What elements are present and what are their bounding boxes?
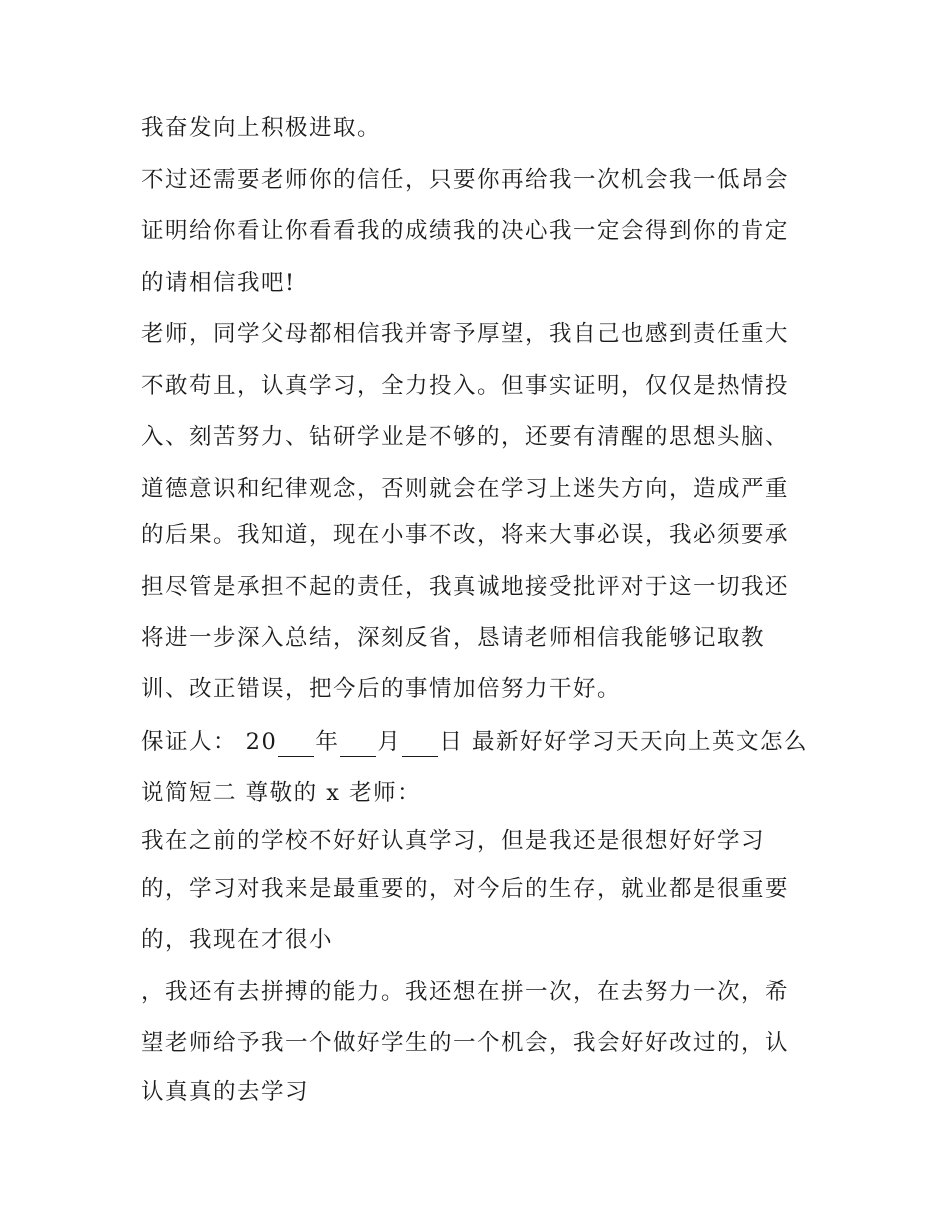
text-line: 入、刻苦努力、钻研学业是不够的，还要有清醒的思想头脑、 <box>141 424 790 450</box>
text-line: 我奋发向上积极进取。 <box>141 115 382 141</box>
text-line: 担尽管是承担不起的责任，我真诚地接受批评对于这一切我还 <box>141 574 790 600</box>
signature-line <box>141 727 808 757</box>
year-unit: 年 <box>315 729 340 755</box>
signature-trailing-text: 最新好好学习天天向上英文怎么 <box>472 729 809 755</box>
year-blank <box>278 734 314 757</box>
month-blank <box>340 734 376 757</box>
text-line: 的后果。我知道，现在小事不改，将来大事必误，我必须要承 <box>141 522 790 548</box>
day-unit: 日 <box>439 729 464 755</box>
text-line: 不敢苟且，认真学习，全力投入。但事实证明，仅仅是热情投 <box>141 373 790 399</box>
signature-label: 保证人： <box>141 729 238 755</box>
text-line: ，我还有去拼搏的能力。我还想在拼一次，在去努力一次，希 <box>141 979 790 1005</box>
year-prefix: 20 <box>245 729 278 755</box>
text-line: 证明给你看让你看看我的成绩我的决心我一定会得到你的肯定 <box>141 218 790 244</box>
text-line: 的，学习对我来是最重要的，对今后的生存，就业都是很重要 <box>141 876 790 902</box>
text-line: 说简短二 尊敬的 x 老师： <box>141 780 422 806</box>
text-line: 望老师给予我一个做好学生的一个机会，我会好好改过的，认 <box>141 1030 790 1056</box>
text-line: 老师，同学父母都相信我并寄予厚望，我自己也感到责任重大 <box>141 321 790 347</box>
month-unit: 月 <box>377 729 402 755</box>
text-line: 认真真的去学习 <box>141 1079 310 1105</box>
text-line: 的，我现在才很小 <box>141 927 334 953</box>
text-line: 我在之前的学校不好好认真学习，但是我还是很想好好学习 <box>141 828 766 854</box>
text-line: 训、改正错误，把今后的事情加倍努力干好。 <box>141 676 622 702</box>
day-blank <box>402 734 438 757</box>
text-line: 道德意识和纪律观念，否则就会在学习上迷失方向，造成严重 <box>141 476 790 502</box>
text-line: 不过还需要老师你的信任，只要你再给我一次机会我一低昂会 <box>141 167 790 193</box>
text-line: 的请相信我吧! <box>141 270 296 296</box>
text-line: 将进一步深入总结，深刻反省，恳请老师相信我能够记取教 <box>141 625 766 651</box>
